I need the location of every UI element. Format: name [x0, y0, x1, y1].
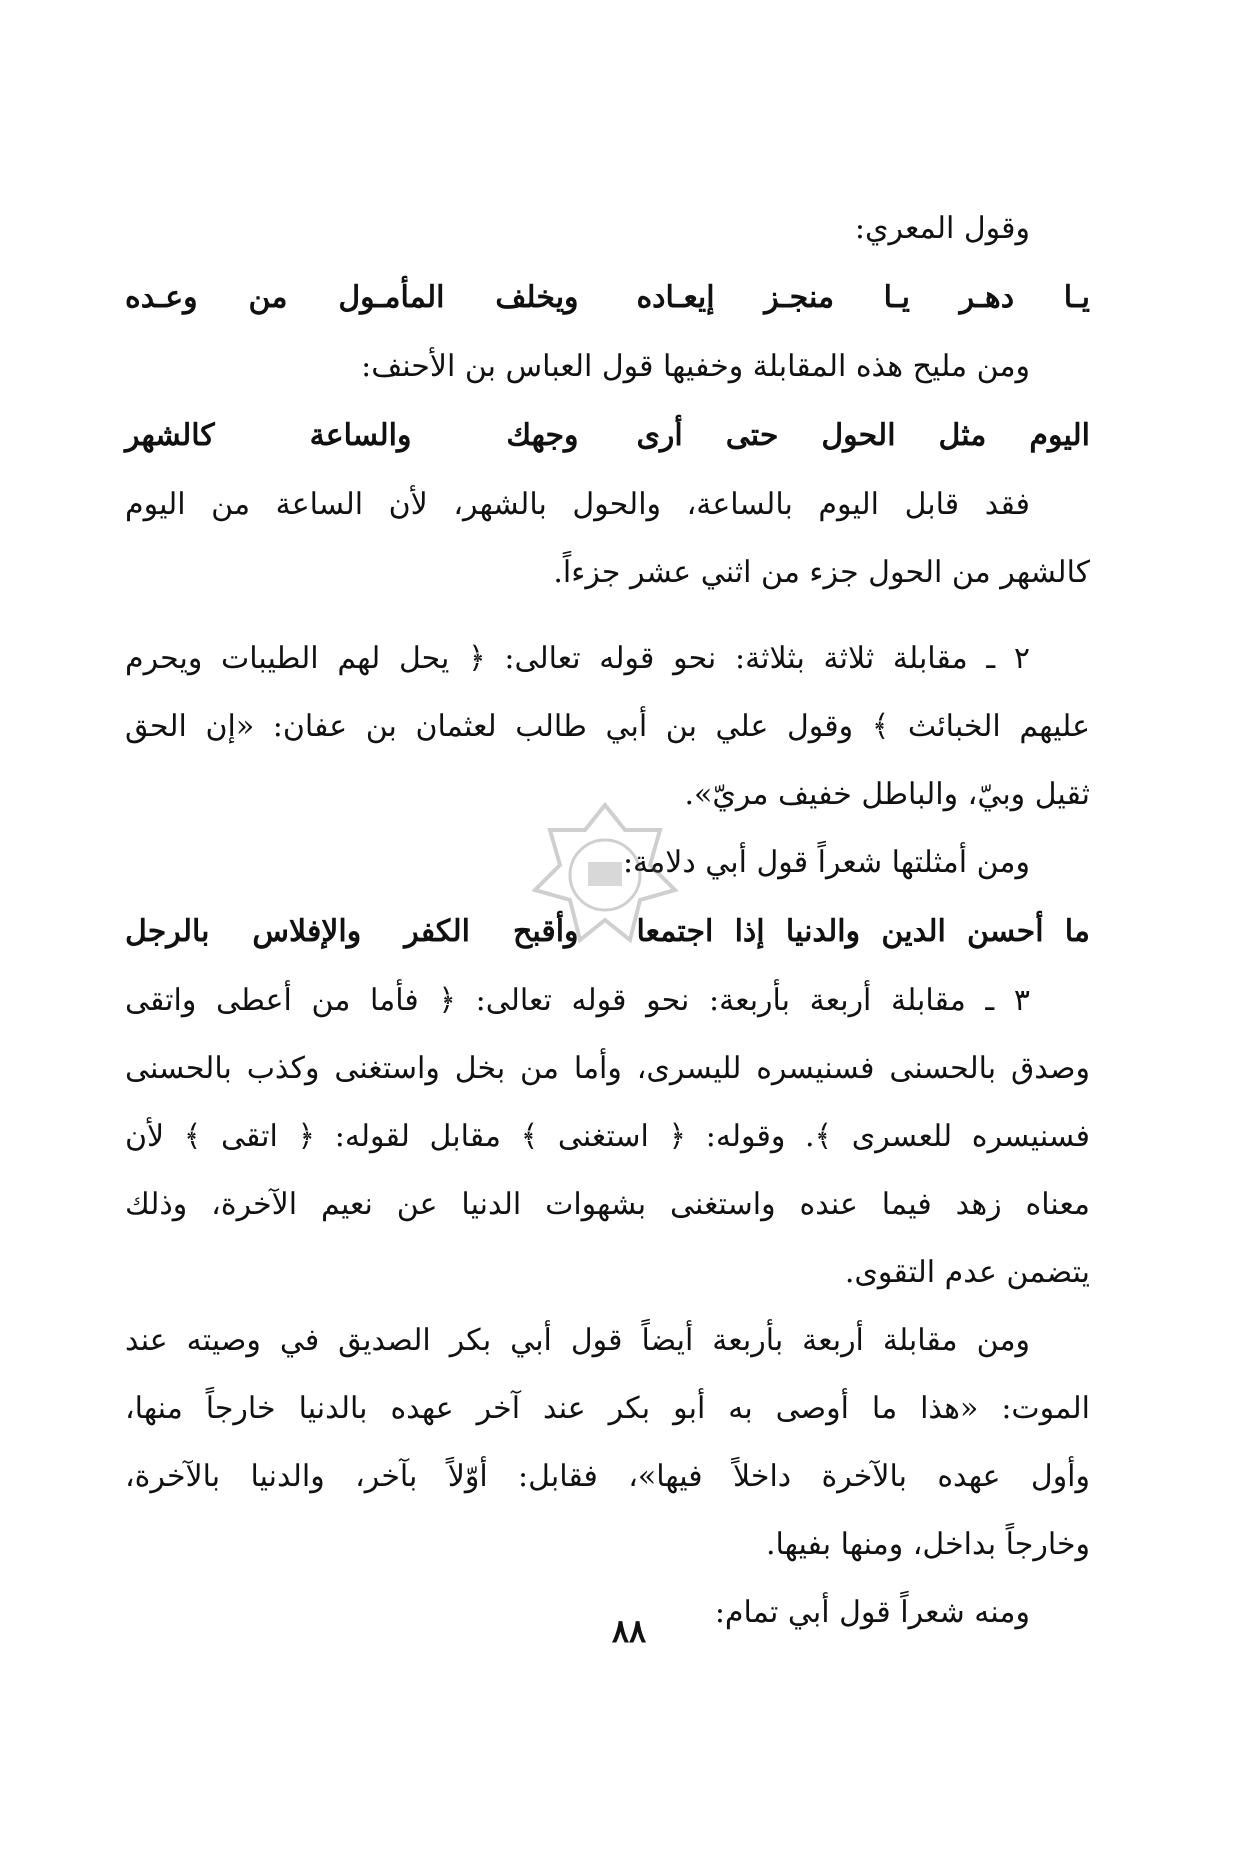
text-line: وخارجاً بداخل، ومنها بفيها. — [766, 1527, 1090, 1562]
verse-second-hemistich: وجهك والساعة كالشهر — [125, 418, 579, 453]
text-line: ومنه شعراً قول أبي تمام: — [714, 1595, 1030, 1630]
text-line: ومن مليح هذه المقابلة وخفيها قول العباس بن الأحنف: — [361, 349, 1030, 384]
text-line: الموت: «هذا ما أوصى به أبو بكر عند آخر عهده بالدنيا خارجاً منها، — [125, 1391, 1090, 1426]
text-line: ومن أمثلتها شعراً قول أبي دلامة: — [622, 845, 1030, 880]
text-line: وصدق بالحسنى فسنيسره لليسرى، وأما من بخل واستغنى وكذب بالحسنى — [125, 1051, 1090, 1086]
poetry-verse — [125, 401, 1090, 471]
text-line: وقول المعري: — [854, 211, 1030, 246]
text-line: فقد قابل اليوم بالساعة، والحول بالشهر، لأن الساعة من اليوم — [125, 487, 1030, 522]
text-line: عليهم الخبائث ﴾ وقول علي بن أبي طالب لعثمان بن عفان: «إن الحق — [125, 709, 1090, 744]
verse-first-hemistich: يـا دهـر يـا منجـز إيعـاده — [636, 280, 1090, 315]
verse-first-hemistich: اليوم مثل الحول حتى أرى — [636, 418, 1090, 453]
text-line: معناه زهد فيما عنده واستغنى بشهوات الدنيا عن نعيم الآخرة، وذلك — [125, 1187, 1090, 1222]
library-stamp-watermark — [530, 800, 680, 950]
text-line: كالشهر من الحول جزء من اثني عشر جزءاً. — [553, 555, 1090, 590]
text-line: ٣ ـ مقابلة أربعة بأربعة: نحو قوله تعالى: ﴿ فأما من أعطى واتقى — [125, 983, 1030, 1018]
page-number: ٨٨ — [611, 1612, 647, 1650]
text-line: ومن مقابلة أربعة بأربعة أيضاً قول أبي بكر الصديق في وصيته عند — [125, 1323, 1031, 1358]
verse-second-hemistich: ويخلف المأمـول من وعـده — [125, 280, 579, 315]
text-line: وأول عهده بالآخرة داخلاً فيها»، فقابل: أوّلاً بآخر، والدنيا بالآخرة، — [125, 1459, 1090, 1494]
verse-first-hemistich: ما أحسن الدين والدنيا إذا اجتمعا — [636, 914, 1090, 949]
poetry-verse — [125, 263, 1090, 333]
verse-second-hemistich: وأقبح الكفر والإفلاس بالرجل — [125, 914, 579, 949]
text-line: فسنيسره للعسرى ﴾. وقوله: ﴿ استغنى ﴾ مقابل لقوله: ﴿ اتقى ﴾ لأن — [125, 1119, 1090, 1154]
text-line: ٢ ـ مقابلة ثلاثة بثلاثة: نحو قوله تعالى: ﴿ يحل لهم الطيبات ويحرم — [125, 641, 1030, 676]
text-line: ثقيل وبيّ، والباطل خفيف مريّ». — [684, 777, 1090, 812]
section-gap — [125, 607, 1090, 625]
text-line: يتضمن عدم التقوى. — [844, 1255, 1090, 1290]
